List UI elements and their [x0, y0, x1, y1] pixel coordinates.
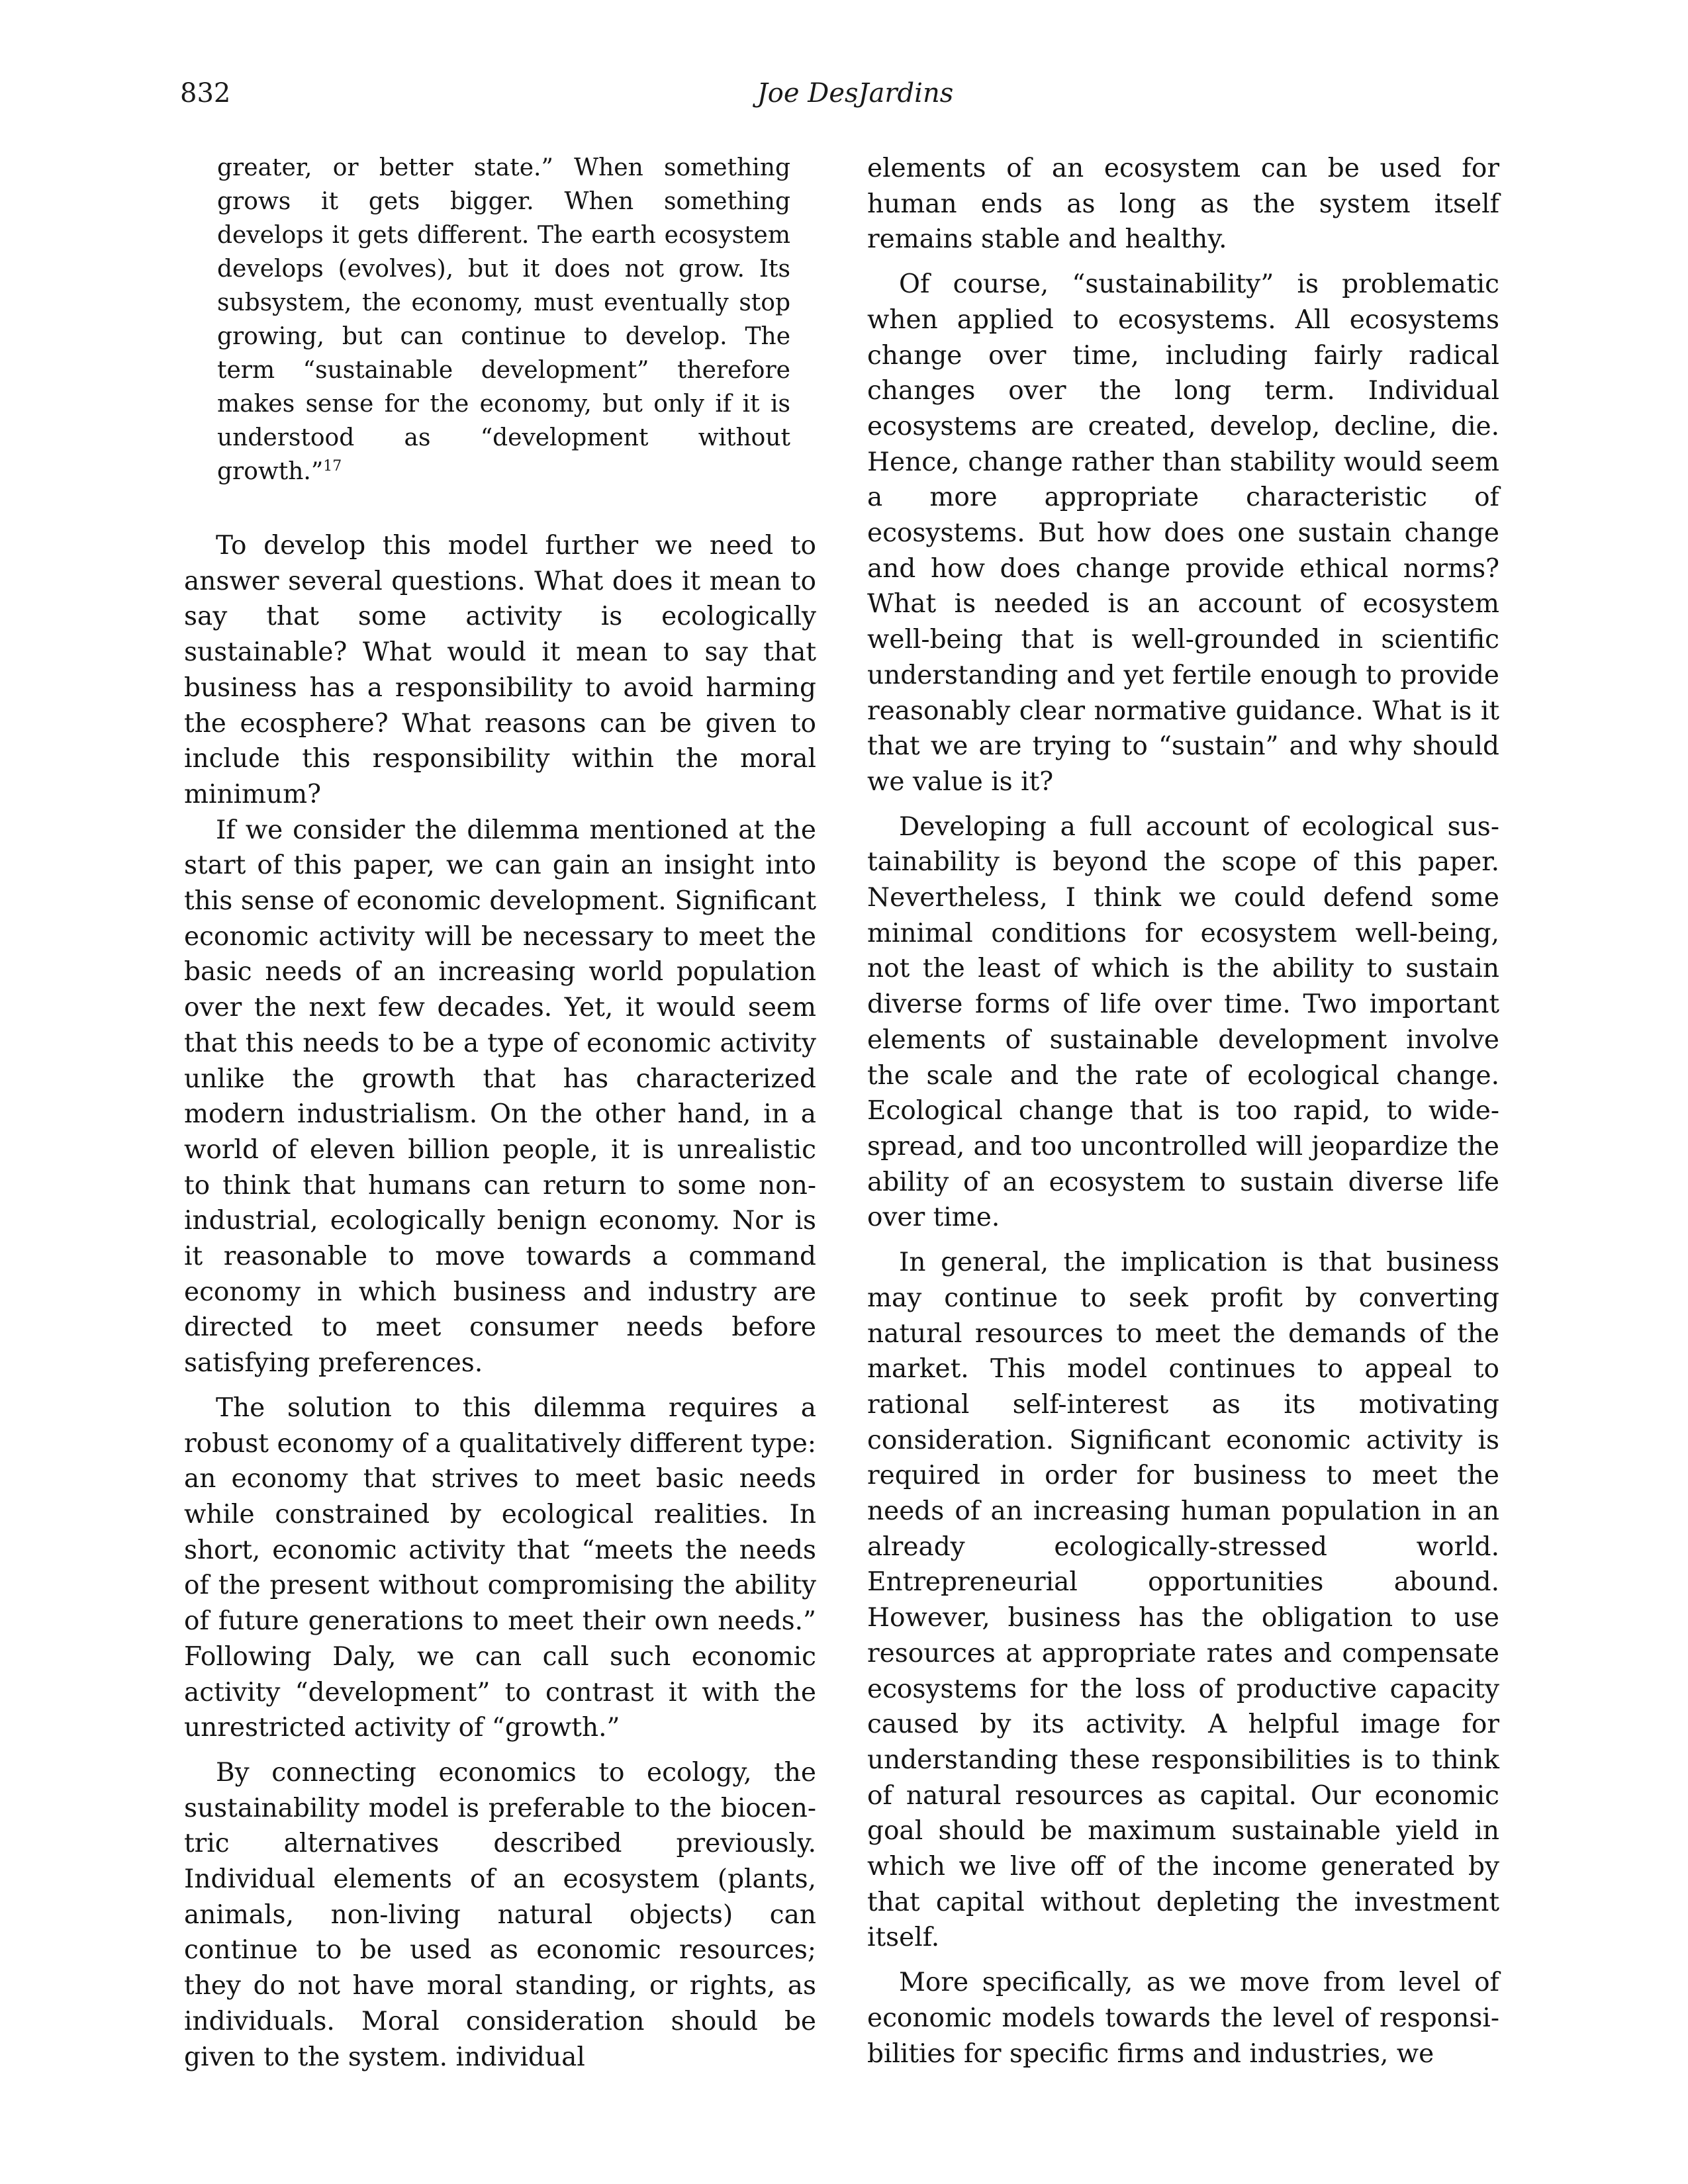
- paragraph-continuation: elements of an ecosystem can be used for human ends as long as the system itself remains stable and healthy.: [867, 154, 1499, 255]
- paragraph: Developing a full account of ecological sustainability is beyond the scope of this paper. Nevertheless, I think we could defend some minimal conditions for ecosystem well-being, not the least of which is the ability to sustain diverse forms of life over time. Two important elements of sustainable development involve the scale and the rate of ecological change. Ecological change that is too rapid, to wide-spread, and too uncontrolled will jeopardize the ability of an ecosystem to sustain diverse life over time.: [867, 811, 1499, 1233]
- running-title: Joe DesJardins: [757, 78, 954, 109]
- right-column: [867, 151, 1499, 2071]
- block-quote: [217, 151, 790, 488]
- paragraph: Of course, “sustainability” is problematic when applied to ecosystems. All ecosystems change over time, including fairly radical changes over the long term. Individual ecosystems are created, develop, decline, die. Hence, change rather than stability would seem a more appropriate characteristic of ecosystems. But how does one sustain change and how does change provide ethical norms? What is needed is an account of ecosystem well-being that is well-grounded in scientific understanding and yet fertile enough to provide reasonably clear normative guidance. What is it that we are trying to “sustain” and why should we value is it?: [867, 269, 1499, 797]
- paragraph: If we consider the dilemma mentioned at the start of this paper, we can gain an insight into this sense of economic development. Significant economic activity will be necessary to meet the basic needs of an increasing world population over the next few decades. Yet, it would seem that this needs to be a type of economic activity unlike the growth that has characterized modern industrialism. On the other hand, in a world of eleven billion people, it is unrealistic to think that humans can return to some non-industrial, ecologically benign economy. Nor is it reasonable to move towards a command economy in which business and industry are directed to meet consumer needs before satisfying preferences.: [184, 815, 816, 1379]
- paragraph: In general, the implication is that business may continue to seek profit by converting natural resources to meet the demands of the market. This model continues to appeal to rational self-interest as its motivating consideration. Significant economic activity is required in order for business to meet the needs of an increasing human population in an already ecologically-stressed world. Entrepreneurial opportunities abound. However, business has the obligation to use resources at appropriate rates and compensate ecosystems for the loss of productive capacity caused by its activity. A helpful image for understanding these responsibilities is to think of natural resources as capital. Our economic goal should be maximum sustainable yield in which we live off of the income generated by that capital without depleting the investment itself.: [867, 1248, 1499, 1953]
- page-number: 832: [180, 78, 231, 109]
- paragraph: By connecting economics to ecology, the sustainability model is preferable to the biocentric alternatives described previously. Individual elements of an ecosystem (plants, animals, non-living natural objects) can continue to be used as economic resources; they do not have moral standing, or rights, as individuals. Moral consideration should be given to the system. individual: [184, 1757, 816, 2072]
- paragraph: To develop this model further we need to answer several questions. What does it mean to say that some activity is ecologically sustainable? What would it mean to say that business has a responsibility to avoid harming the ecosphere? What reasons can be given to include this responsibility within the moral minimum?: [184, 531, 816, 809]
- paragraph: More specifically, as we move from level of economic models towards the level of responsibilities for specific firms and industries, we: [867, 1968, 1499, 2069]
- block-quote-text: greater, or better state.” When something grows it gets bigger. When something develops it gets different. The earth ecosystem develops (evolves), but it does not grow. Its subsystem, the economy, must eventually stop growing, but can continue to develop. The term “sustainable development” therefore makes sense for the economy, but only if it is understood as “development without growth.”: [217, 154, 790, 485]
- footnote-marker: 17: [323, 458, 342, 475]
- left-column: [184, 151, 816, 2075]
- running-head: [180, 78, 1530, 124]
- paragraph: The solution to this dilemma requires a robust economy of a qualitatively different type: an economy that strives to meet basic needs while constrained by ecological realities. In short, economic activity that “meets the needs of the present without compromising the ability of future generations to meet their own needs.” Following Daly, we can call such economic activity “development” to contrast it with the unrestricted activity of “growth.”: [184, 1392, 816, 1743]
